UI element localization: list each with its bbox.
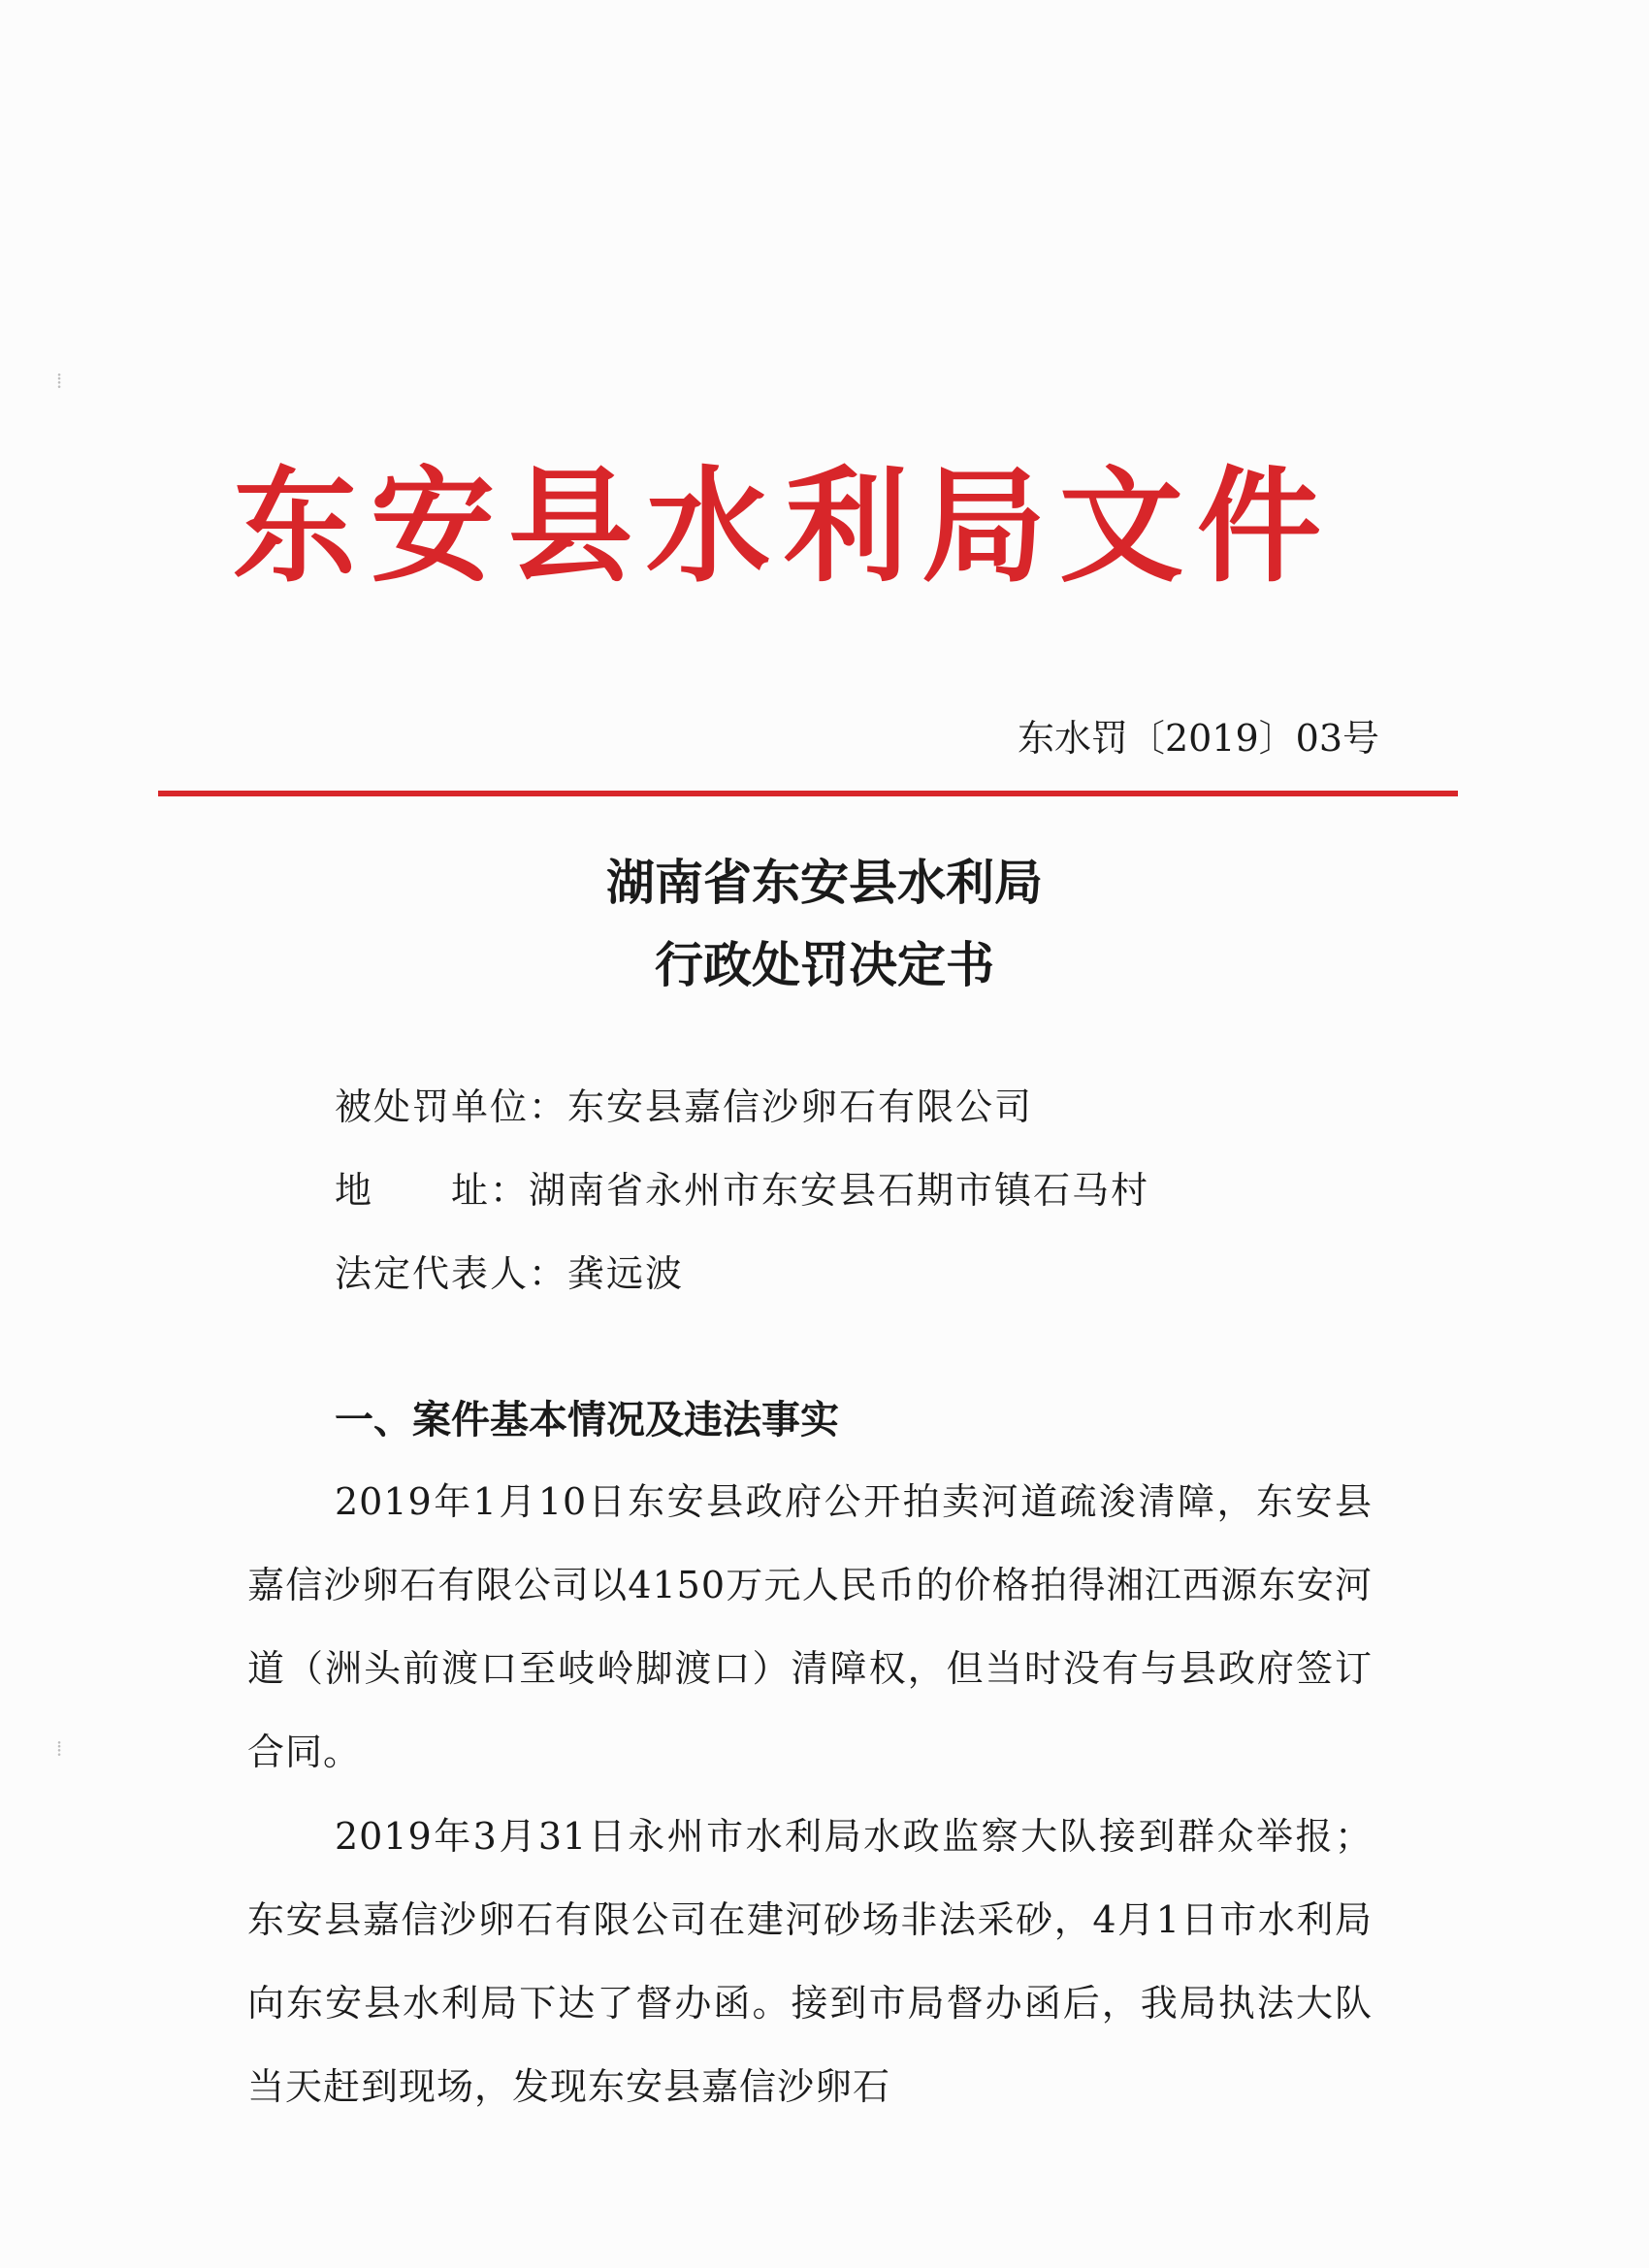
binding-holes: ⁞ — [56, 1737, 63, 1762]
penalized-unit-row — [335, 1077, 1033, 1130]
penalized-unit-value: 东安县嘉信沙卵石有限公司 — [567, 1085, 1034, 1128]
body-paragraph-1: 2019年1月10日东安县政府公开拍卖河道疏浚清障，东安县嘉信沙卵石有限公司以4150万元人民币的价格拍得湘江西源东安河道（洲头前渡口至岐岭脚渡口）清障权，但当时没有与县政府签订合同。 — [247, 1480, 1373, 1773]
legal-rep-label: 法定代表人： — [335, 1252, 568, 1295]
penalized-unit-label: 被处罚单位： — [335, 1085, 568, 1128]
red-divider-line — [158, 791, 1458, 796]
legal-rep-value: 龚远波 — [567, 1252, 685, 1295]
subtitle-line-1: 湖南省东安县水利局 — [606, 855, 1043, 911]
document-header-title: 东安县水利局文件 — [233, 455, 1336, 599]
body-paragraph-2: 2019年3月31日永州市水利局水政监察大队接到群众举报；东安县嘉信沙卵石有限公司在建河砂场非法采砂，4月1日市水利局向东安县水利局下达了督办函。接到市局督办函后，我局执法大队当天赶到现场，发现东安县嘉信沙卵石 — [247, 1815, 1373, 2108]
binding-holes: ⁞ — [56, 370, 63, 394]
address-row — [335, 1160, 1149, 1214]
legal-rep-row — [335, 1244, 684, 1297]
section-1-heading: 一、案件基本情况及违法事实 — [335, 1398, 839, 1442]
subtitle-line-2: 行政处罚决定书 — [655, 937, 994, 993]
address-label: 地 址： — [335, 1169, 530, 1212]
address-value: 湖南省永州市东安县石期市镇石马村 — [529, 1169, 1150, 1212]
document-number: 东水罚〔2019〕03号 — [1017, 717, 1379, 760]
